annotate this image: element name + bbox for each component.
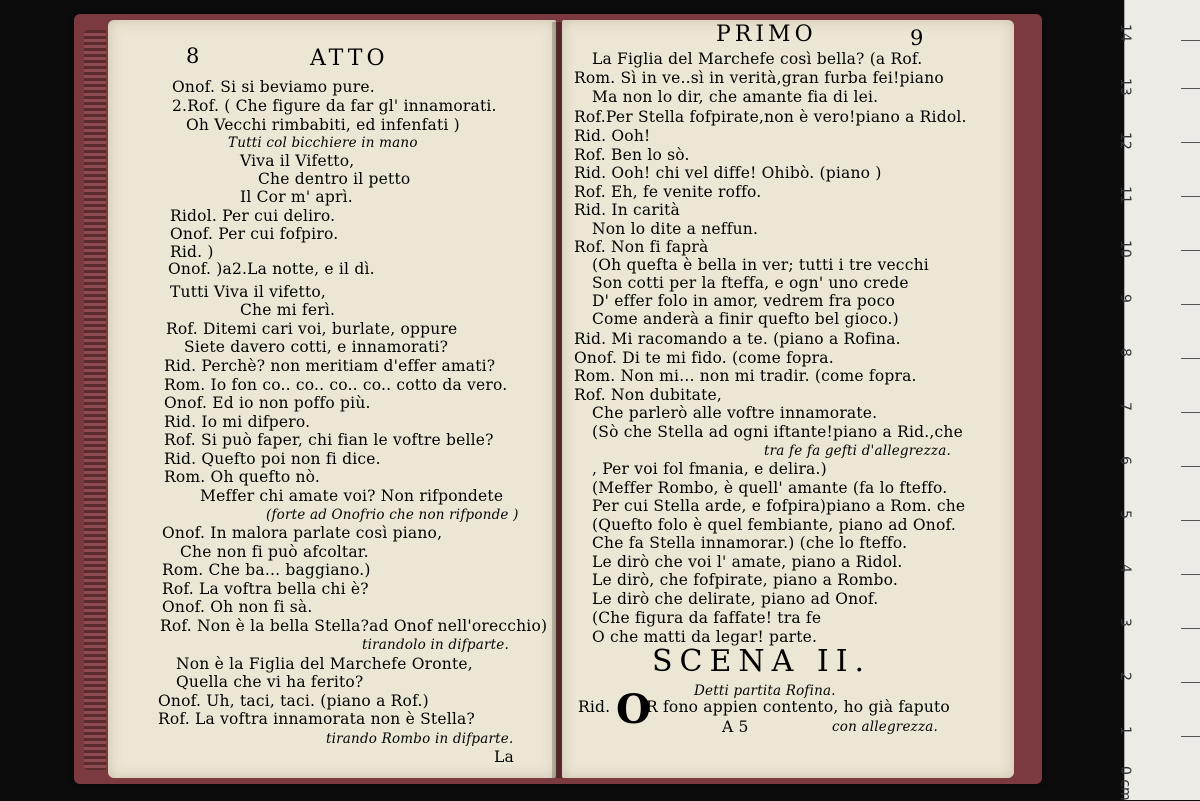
text-line: D' effer folo in amor, vedrem fra poco [592,292,895,310]
text-line: Ridol. Per cui deliro. [170,207,336,225]
page-edge-stripes [84,30,106,770]
text-line: (Oh quefta è bella in ver; tutti i tre vecchi [592,256,929,274]
text-line: Come anderà a finir quefto bel gioco.) [592,310,899,328]
text-line: Rof. La voftra innamorata non è Stella? [158,710,475,728]
text-line: Non lo dite a neffun. [592,220,759,238]
text-line: (Quefto folo è quel fembiante, piano ad Onof. [592,516,957,534]
text-line: Viva il Vifetto, [240,152,355,170]
stage-direction: con allegrezza. [832,719,938,735]
ruler-tick [1181,682,1200,683]
text-line: Onof. Oh non fi sà. [162,598,313,616]
text-line: Rof.Per Stella fofpirate,non è vero!piano a Ridol. [574,108,967,126]
text-line: Onof. Si si beviamo pure. [172,78,375,96]
text-line: Rof. Non fi faprà [574,238,709,256]
ruler-label: 6 [1117,456,1133,465]
ruler-tick [1181,142,1200,143]
text-line: Rom. Io fon co.. co.. co.. co.. cotto da vero. [164,376,508,394]
text-line: Rid. Perchè? non meritiam d'effer amati? [164,357,496,375]
speaker-label: Rid. [578,698,611,716]
text-line: Rid. Ooh! chi vel diffe! Ohibò. (piano ) [574,164,882,182]
text-line: Ma non lo dir, che amante fia di lei. [592,88,879,106]
right-page-number: 9 [910,26,924,50]
ruler-tick [1181,250,1200,251]
text-line: Onof. Uh, taci, taci. (piano a Rof.) [158,692,429,710]
ruler-label: 7 [1117,402,1133,411]
text-line: Rid. ) [170,243,214,261]
stage-direction: tra fe fa gefti d'allegrezza. [764,443,951,459]
text-line: 2.Rof. ( Che figure da far gl' innamorati. [172,97,497,115]
text-line: Onof. Di te mi fido. (come fopra. [574,349,834,367]
text-line: (Che figura da faffate! tra fe [592,609,822,627]
right-page-header: PRIMO [716,22,817,47]
ruler-label: 4 [1117,564,1133,573]
text-line: Rom. Che ba... baggiano.) [162,561,371,579]
text-line: O che matti da legar! parte. [592,628,818,646]
text-line: Oh Vecchi rimbabiti, ed infenfati ) [186,116,460,134]
text-line: Onof. In malora parlate così piano, [162,524,443,542]
left-page-number: 8 [186,44,200,68]
ruler-label: 0 cm [1117,766,1133,801]
text-line: Onof. Per cui fofpiro. [170,225,339,243]
text-line: Rid. In carità [574,201,680,219]
text-line: Le dirò, che fofpirate, piano a Rombo. [592,571,898,589]
ruler-label: 1 [1117,726,1133,735]
ruler-tick [1181,304,1200,305]
text-line: Rof. Ditemi cari voi, burlate, oppure [166,320,458,338]
text-line: Il Cor m' aprì. [240,188,353,206]
text-line: Che fa Stella innamorar.) (che lo fteffo. [592,534,908,552]
ruler-label: 5 [1117,510,1133,519]
stage-direction: Detti partita Rofina. [694,683,836,699]
stage-direction: (forte ad Onofrio che non rifponde ) [266,507,519,523]
catchword: La [494,748,514,766]
ruler-label: 9 [1117,294,1133,303]
ruler-tick [1181,196,1200,197]
left-page-header: ATTO [310,46,389,71]
ruler-label: 13 [1117,78,1133,96]
text-line: R fono appien contento, ho già faputo [646,698,950,716]
stage-direction: tirandolo in difparte. [362,637,509,653]
ruler-label: 14 [1117,24,1133,42]
ruler-label: 12 [1117,132,1133,150]
text-line: Rom. Sì in ve..sì in verità,gran furba fei!piano [574,69,944,87]
ruler-tick [1181,412,1200,413]
stage-direction: Tutti col bicchiere in mano [228,135,418,151]
ruler-tick [1181,358,1200,359]
ruler-tick [1181,88,1200,89]
text-line: Rof. Non è la bella Stella?ad Onof nell'orecchio) [160,617,548,635]
ruler-label: 2 [1117,672,1133,681]
scene-heading: SCENA II. [652,644,872,679]
text-line: Che mi ferì. [240,301,336,319]
ruler-tick [1181,520,1200,521]
text-line: (Sò che Stella ad ogni iftante!piano a Rid.,che [592,423,963,441]
ruler-label: 11 [1117,186,1133,204]
drop-cap: O [616,686,651,733]
ruler-label: 10 [1117,240,1133,258]
text-line: Rof. Eh, fe venite roffo. [574,183,762,201]
text-line: La Figlia del Marchefe così bella? (a Rof. [592,50,923,68]
text-line: Che non fi può afcoltar. [180,543,369,561]
ruler-tick [1181,466,1200,467]
ruler-label: 3 [1117,618,1133,627]
text-line: Rof. Si può faper, chi fian le voftre belle? [164,431,494,449]
text-line: Rof. Non dubitate, [574,386,723,404]
ruler-tick [1181,40,1200,41]
text-line: Rof. La voftra bella chi è? [162,580,369,598]
text-line: Siete davero cotti, e innamorati? [184,338,449,356]
text-line: Onof. )a2.La notte, e il dì. [168,260,375,278]
text-line: Rid. Quefto poi non fi dice. [164,450,381,468]
text-line: Le dirò che voi l' amate, piano a Ridol. [592,553,903,571]
signature-mark: A 5 [722,718,749,736]
text-line: Quella che vi ha ferito? [176,673,364,691]
text-line: Rid. Mi racomando a te. (piano a Rofina. [574,330,901,348]
text-line: Le dirò che delirate, piano ad Onof. [592,590,879,608]
text-line: Per cui Stella arde, e fofpira)piano a Rom. che [592,497,966,515]
text-line: Rom. Non mi... non mi tradir. (come fopra. [574,367,917,385]
ruler-label: 8 [1117,348,1133,357]
text-line: (Meffer Rombo, è quell' amante (fa lo fteffo. [592,479,948,497]
ruler-tick [1181,574,1200,575]
text-line: Meffer chi amate voi? Non rifpondete [200,487,504,505]
stage-direction: tirando Rombo in difparte. [326,731,514,747]
text-line: Rid. Ooh! [574,127,651,145]
ruler-tick [1181,736,1200,737]
text-line: Rof. Ben lo sò. [574,146,690,164]
ruler-tick [1181,628,1200,629]
text-line: Rom. Oh quefto nò. [164,468,321,486]
measuring-ruler [1117,0,1200,801]
text-line: Onof. Ed io non poffo più. [164,394,371,412]
text-line: Non è la Figlia del Marchefe Oronte, [176,655,473,673]
text-line: Che dentro il petto [258,170,411,188]
text-line: Son cotti per la fteffa, e ogn' uno crede [592,274,909,292]
text-line: Rid. Io mi difpero. [164,413,311,431]
text-line: , Per voi fol fmania, e delira.) [592,460,827,478]
text-line: Tutti Viva il vifetto, [170,283,327,301]
text-line: Che parlerò alle voftre innamorate. [592,404,878,422]
